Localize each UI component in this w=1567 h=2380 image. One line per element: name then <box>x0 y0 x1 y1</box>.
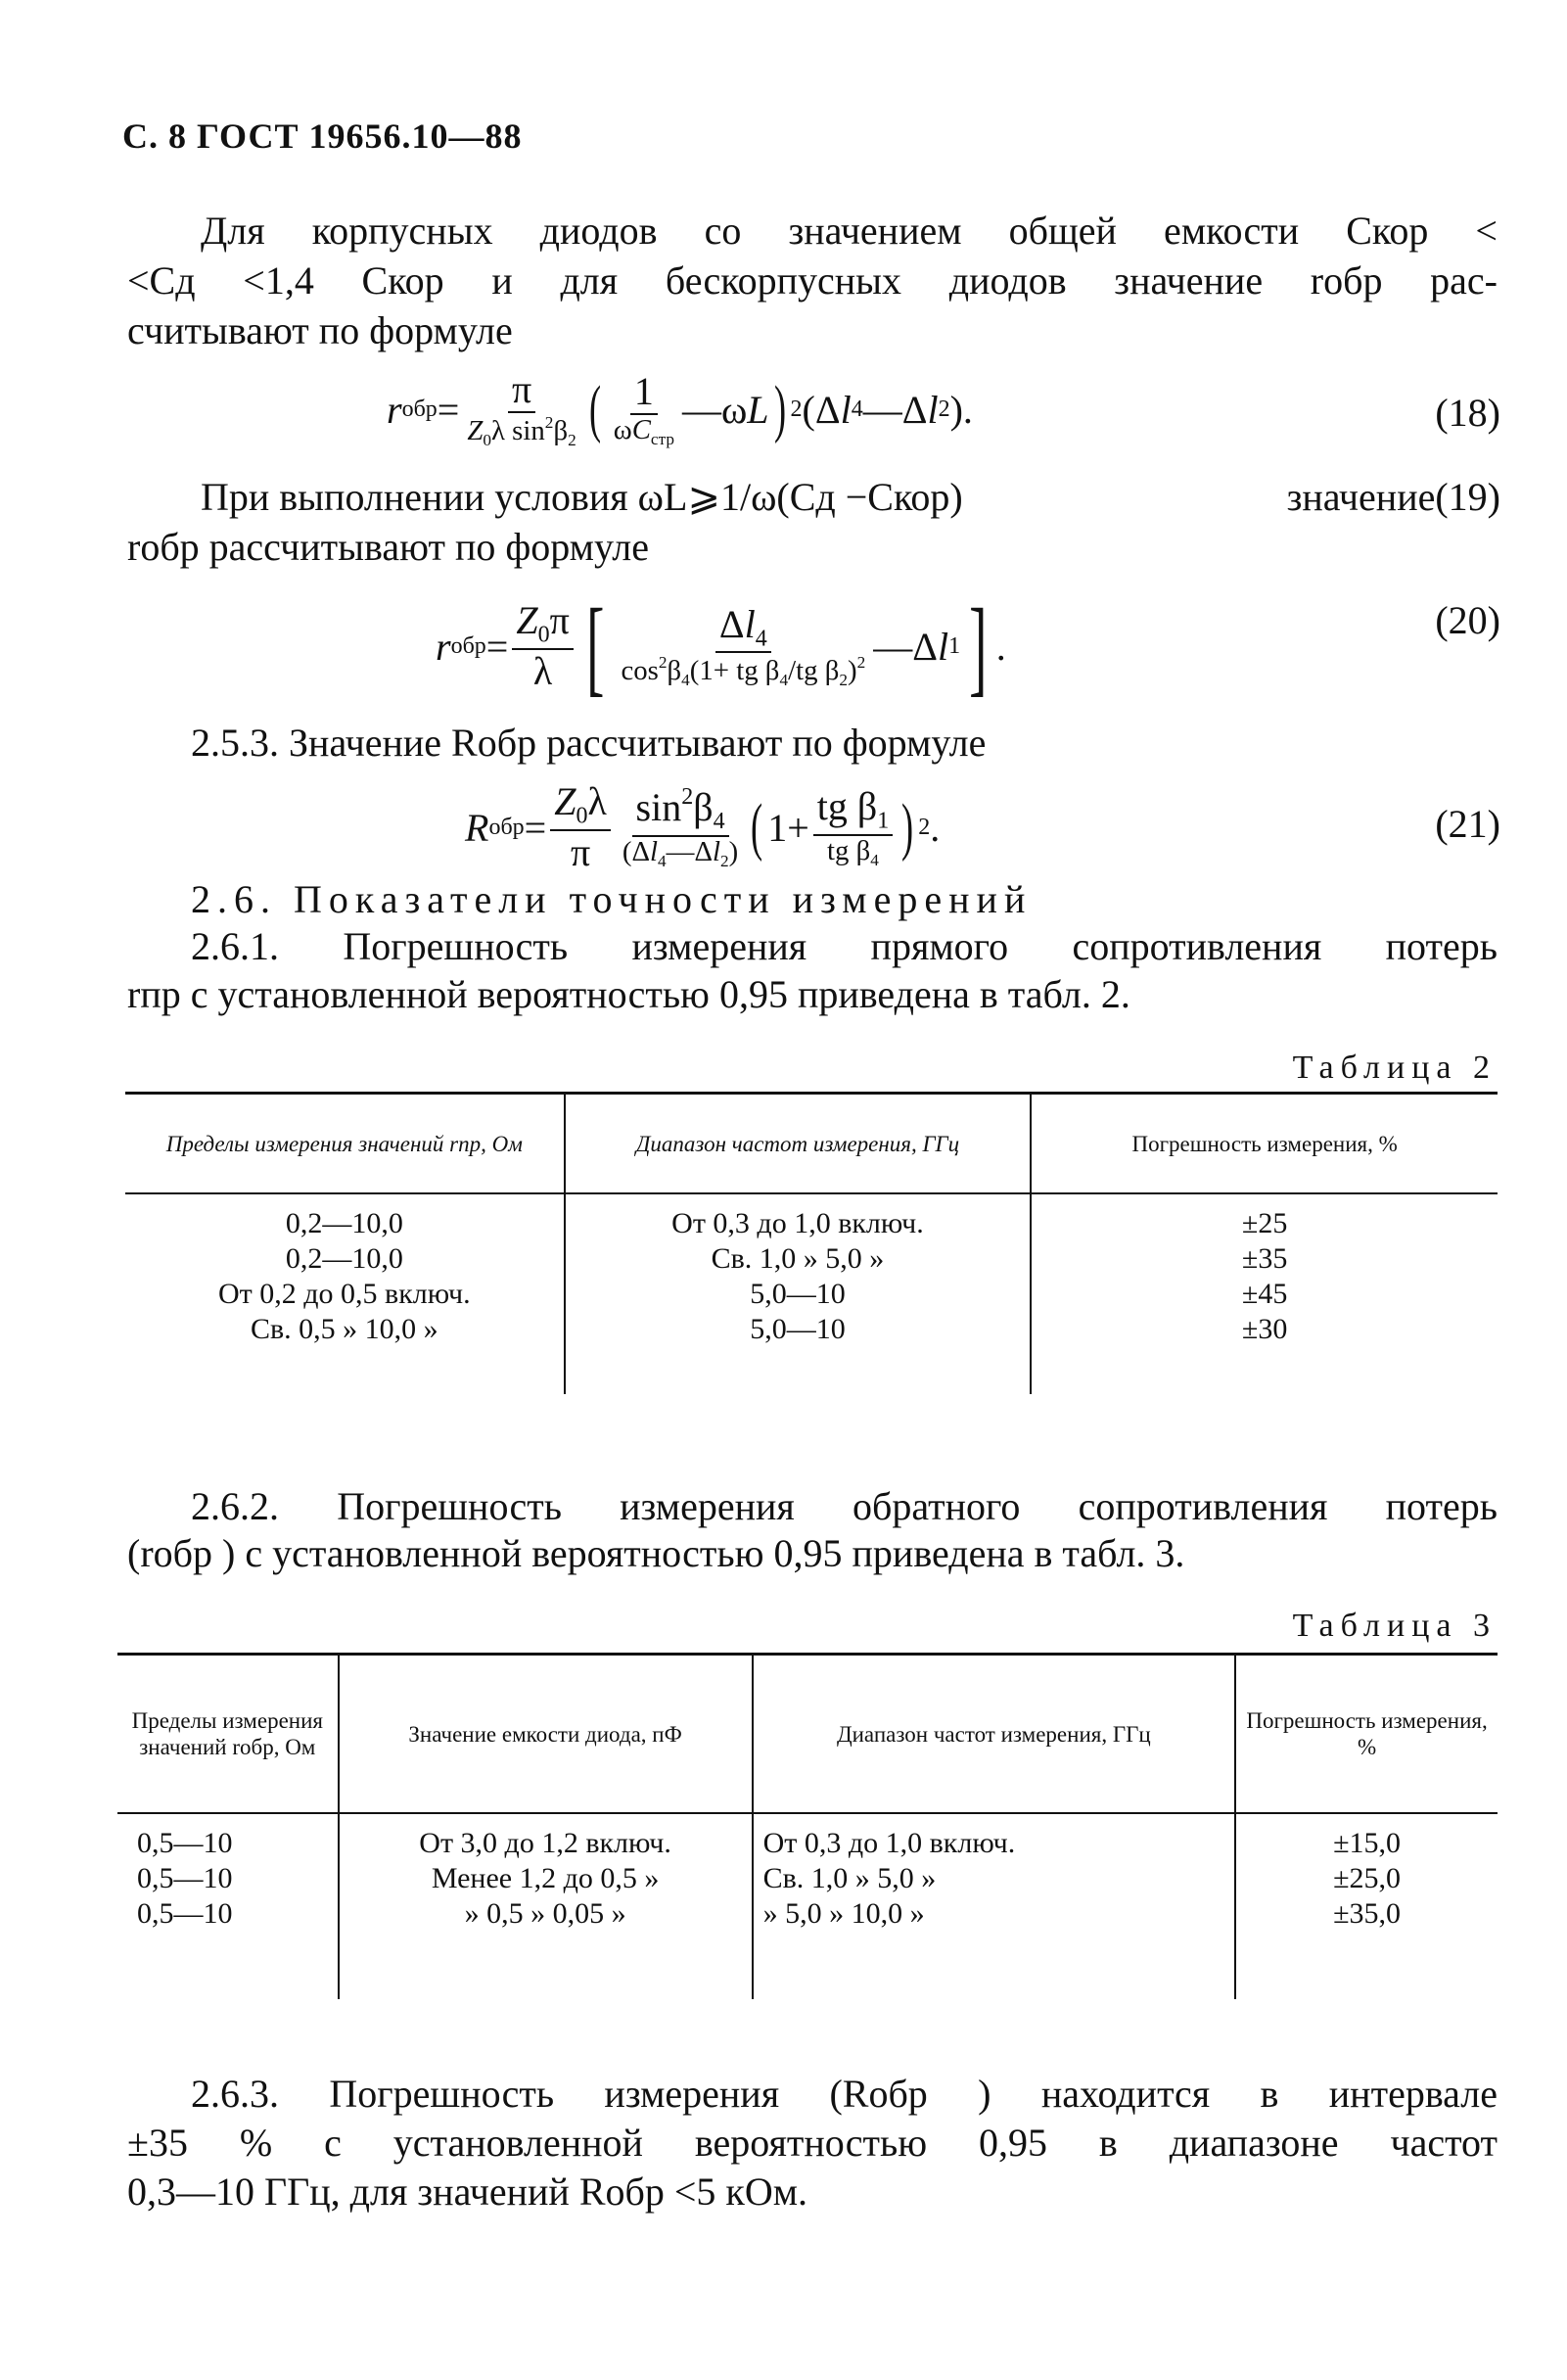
table-cell: 0,2—10,0 <box>285 1242 403 1275</box>
table-2-header-3: Погрешность измерения, % <box>1031 1094 1498 1194</box>
table-cell: » 0,5 » 0,05 » <box>464 1897 626 1930</box>
formula-20: r обр = $\frac{Z_0\pi}{\lambda}$ [ $\frac{\Delta l_4}{\cos^2\beta_4(1+ tg \beta_4/tg \beta_2)^2}$ —Δ l 1 ] . <box>436 586 1006 706</box>
table-cell: 0,2—10,0 <box>285 1207 403 1239</box>
section-2-6-3-line-3: 0,3—10 ГГц, для значений Rобр <5 кОм. <box>127 2170 808 2214</box>
table-cell: Св. 0,5 » 10,0 » <box>250 1313 438 1345</box>
table-2-header-1: Пределы измерения значений rпр, Ом <box>125 1094 565 1194</box>
table-cell: ±15,0 <box>1333 1827 1402 1859</box>
table-3-caption: Таблица 3 <box>1292 1608 1497 1644</box>
formula-20-number: (20) <box>1435 598 1500 642</box>
table-cell: ±45 <box>1241 1278 1288 1310</box>
table-2-col-3 <box>1031 1193 1498 1394</box>
section-2-6-3-line-2: ±35 % с установленной вероятностью 0,95 в диапазоне частот <box>127 2121 1498 2165</box>
table-3 <box>117 1653 1498 1999</box>
section-2-6-heading: 2.6. Показатели точности измерений <box>191 877 1033 921</box>
table-3-header-3: Диапазон частот измерения, ГГц <box>753 1655 1236 1814</box>
table-cell: 0,5—10 <box>137 1862 233 1894</box>
intro-line-1: Для корпусных диодов со значением общей емкости Cкор < <box>201 209 1498 253</box>
page-header: С. 8 ГОСТ 19656.10—88 <box>122 117 523 156</box>
table-2-header-2: Диапазон частот измерения, ГГц <box>565 1094 1032 1194</box>
intro-line-3: считывают по формуле <box>127 308 513 352</box>
formula-21: R обр = $\frac{Z_0\lambda}{\pi}$ $\frac{\sin^2\beta_4}{(\Delta l_4—\Delta l_2)}$ ( 1+ $\frac{tg \beta_1}{tg \beta_4}$ ) 2 . <box>465 779 941 874</box>
table-cell: » 5,0 » 10,0 » <box>762 1897 925 1930</box>
table-cell: ±35,0 <box>1333 1897 1402 1930</box>
section-2-6-2-line-2: (rобр ) с установленной вероятностью 0,95 приведена в табл. 3. <box>127 1531 1185 1575</box>
table-row <box>125 1193 1498 1394</box>
table-2 <box>125 1092 1498 1394</box>
table-cell: 0,5—10 <box>137 1827 233 1859</box>
formula-18: r обр = $\frac{\pi}{Z_0\lambda \sin^2\beta_2}$ ( $\frac{1}{\omega C_{стр}}$ —ω L ) 2 (Δ l 4 —Δ l 2 ). <box>387 367 973 450</box>
table-cell: Св. 1,0 » 5,0 » <box>762 1862 937 1894</box>
table-cell: ±35 <box>1241 1242 1288 1275</box>
intro-line-2: <Cд <1,4 Cкор и для бескорпусных диодов значение rобр рас- <box>127 258 1498 303</box>
table-cell: 5,0—10 <box>750 1313 846 1345</box>
table-cell: Св. 1,0 » 5,0 » <box>711 1242 885 1275</box>
table-cell: ±25,0 <box>1333 1862 1402 1894</box>
section-2-6-1-line-1: 2.6.1. Погрешность измерения прямого сопротивления потерь <box>191 924 1498 968</box>
condition-line-2: rобр рассчитывают по формуле <box>127 525 649 569</box>
section-2-6-3-line-1: 2.6.3. Погрешность измерения (Rобр ) находится в интервале <box>191 2072 1498 2116</box>
table-3-col-3 <box>753 1813 1236 1999</box>
condition-line: При выполнении условия ωL⩾1/ω(Cд −Cкор) <box>201 475 963 519</box>
table-3-header-1: Пределы измерения значений rобр, Ом <box>117 1655 339 1814</box>
table-cell: От 0,3 до 1,0 включ. <box>671 1207 924 1239</box>
table-3-col-1 <box>117 1813 339 1999</box>
table-cell: От 0,2 до 0,5 включ. <box>218 1278 471 1310</box>
condition-value-19: значение(19) <box>1286 475 1500 519</box>
formula-21-number: (21) <box>1435 802 1500 846</box>
section-2-6-2-line-1: 2.6.2. Погрешность измерения обратного сопротивления потерь <box>191 1484 1498 1528</box>
table-3-col-2 <box>339 1813 753 1999</box>
table-3-header-2: Значение емкости диода, пФ <box>339 1655 753 1814</box>
section-2-5-3: 2.5.3. Значение Rобр рассчитывают по формуле <box>191 721 987 765</box>
table-3-col-4 <box>1235 1813 1498 1999</box>
table-cell: 0,5—10 <box>137 1897 233 1930</box>
table-cell: 5,0—10 <box>750 1278 846 1310</box>
table-2-col-1 <box>125 1193 565 1394</box>
table-cell: Менее 1,2 до 0,5 » <box>431 1862 660 1894</box>
formula-18-number: (18) <box>1435 391 1500 435</box>
table-cell: От 3,0 до 1,2 включ. <box>419 1827 671 1859</box>
table-3-header-4: Погрешность измерения, % <box>1235 1655 1498 1814</box>
section-2-6-1-line-2: rпр с установленной вероятностью 0,95 приведена в табл. 2. <box>127 972 1130 1016</box>
table-2-caption: Таблица 2 <box>1292 1050 1497 1086</box>
table-row <box>117 1813 1498 1999</box>
table-cell: От 0,3 до 1,0 включ. <box>762 1827 1016 1859</box>
table-cell: ±30 <box>1241 1313 1288 1345</box>
table-cell: ±25 <box>1241 1207 1288 1239</box>
table-2-col-2 <box>565 1193 1032 1394</box>
